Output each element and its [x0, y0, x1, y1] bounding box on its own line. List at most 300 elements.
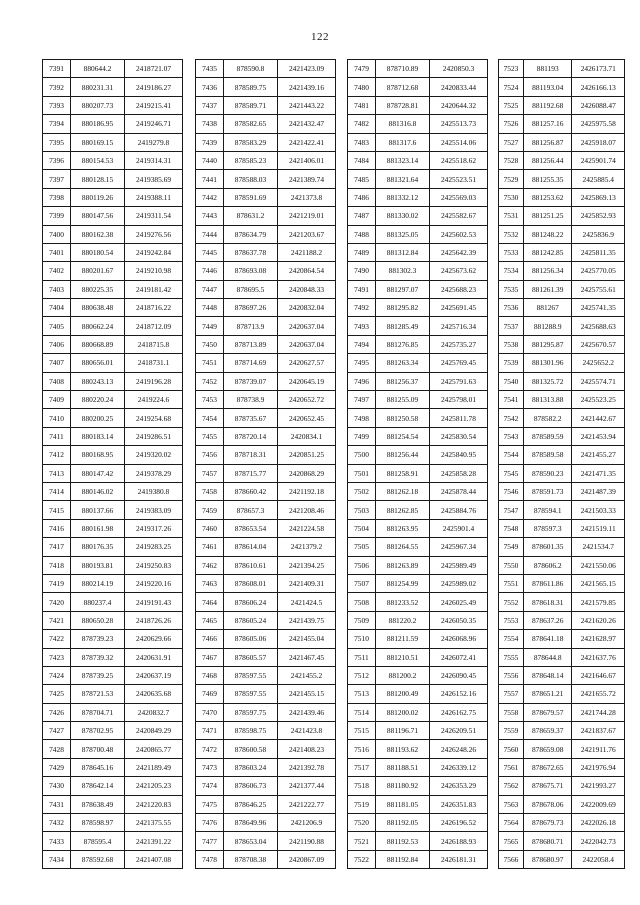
- x-coordinate-cell: 881192.53: [376, 832, 430, 850]
- point-id-cell: 7511: [348, 648, 376, 666]
- y-coordinate-cell: 2420644.32: [430, 96, 488, 114]
- x-coordinate-cell: 878641.18: [523, 630, 572, 648]
- x-coordinate-cell: 881313.88: [523, 391, 572, 409]
- table-row: [43, 207, 183, 225]
- x-coordinate-cell: 878594.1: [523, 501, 572, 519]
- x-coordinate-cell: 878739.32: [71, 648, 125, 666]
- y-coordinate-cell: 2425518.62: [430, 151, 488, 169]
- x-coordinate-cell: 880220.24: [71, 391, 125, 409]
- point-id-cell: 7518: [348, 777, 376, 795]
- x-coordinate-cell: 881276.85: [376, 335, 430, 353]
- point-id-cell: 7422: [43, 630, 71, 648]
- table-row: [43, 777, 183, 795]
- point-id-cell: 7547: [499, 501, 524, 519]
- coordinate-tables: [42, 59, 625, 864]
- coordinate-table-3: [347, 59, 488, 869]
- table-row: [43, 538, 183, 556]
- y-coordinate-cell: 2426188.93: [430, 832, 488, 850]
- x-coordinate-cell: 880662.24: [71, 317, 125, 335]
- page-number: 122: [311, 31, 329, 43]
- y-coordinate-cell: 2425770.05: [572, 262, 625, 280]
- y-coordinate-cell: 2425582.67: [430, 207, 488, 225]
- x-coordinate-cell: 881263.95: [376, 519, 430, 537]
- point-id-cell: 7484: [348, 151, 376, 169]
- point-id-cell: 7480: [348, 78, 376, 96]
- point-id-cell: 7545: [499, 464, 524, 482]
- y-coordinate-cell: 2426068.96: [430, 630, 488, 648]
- point-id-cell: 7476: [196, 814, 224, 832]
- y-coordinate-cell: 2426166.13: [572, 78, 625, 96]
- x-coordinate-cell: 881288.9: [523, 317, 572, 335]
- x-coordinate-cell: 878589.75: [224, 78, 278, 96]
- y-coordinate-cell: 2425735.27: [430, 335, 488, 353]
- y-coordinate-cell: 2425688.63: [572, 317, 625, 335]
- y-coordinate-cell: 2425967.34: [430, 538, 488, 556]
- table-row: [348, 611, 488, 629]
- x-coordinate-cell: 881193.04: [523, 78, 572, 96]
- y-coordinate-cell: 2426181.31: [430, 850, 488, 868]
- point-id-cell: 7562: [499, 777, 524, 795]
- table-row: [499, 519, 625, 537]
- point-id-cell: 7514: [348, 703, 376, 721]
- x-coordinate-cell: 880237.4: [71, 593, 125, 611]
- y-coordinate-cell: 2421837.67: [572, 722, 625, 740]
- y-coordinate-cell: 2421188.2: [278, 243, 336, 261]
- y-coordinate-cell: 2425574.71: [572, 372, 625, 390]
- y-coordinate-cell: 2420833.44: [430, 78, 488, 96]
- point-id-cell: 7404: [43, 299, 71, 317]
- table-row: [196, 685, 336, 703]
- x-coordinate-cell: 880207.73: [71, 96, 125, 114]
- x-coordinate-cell: 881255.09: [376, 391, 430, 409]
- x-coordinate-cell: 880180.54: [71, 243, 125, 261]
- x-coordinate-cell: 878597.3: [523, 519, 572, 537]
- y-coordinate-cell: 2425688.23: [430, 280, 488, 298]
- x-coordinate-cell: 878582.65: [224, 115, 278, 133]
- point-id-cell: 7517: [348, 758, 376, 776]
- point-id-cell: 7493: [348, 317, 376, 335]
- x-coordinate-cell: 880186.95: [71, 115, 125, 133]
- table-row: [43, 446, 183, 464]
- table-row: [499, 78, 625, 96]
- table-row: [499, 501, 625, 519]
- y-coordinate-cell: 2420631.91: [125, 648, 183, 666]
- point-id-cell: 7401: [43, 243, 71, 261]
- table-row: [499, 685, 625, 703]
- x-coordinate-cell: 881180.92: [376, 777, 430, 795]
- point-id-cell: 7462: [196, 556, 224, 574]
- point-id-cell: 7392: [43, 78, 71, 96]
- x-coordinate-cell: 878695.5: [224, 280, 278, 298]
- y-coordinate-cell: 2420868.29: [278, 464, 336, 482]
- y-coordinate-cell: 2426248.26: [430, 740, 488, 758]
- table-row: [43, 611, 183, 629]
- table-row: [499, 814, 625, 832]
- y-coordinate-cell: 2420637.04: [278, 335, 336, 353]
- point-id-cell: 7426: [43, 703, 71, 721]
- point-id-cell: 7441: [196, 170, 224, 188]
- y-coordinate-cell: 2421389.74: [278, 170, 336, 188]
- table-row: [196, 850, 336, 868]
- table-row: [43, 243, 183, 261]
- x-coordinate-cell: 878591.73: [523, 482, 572, 500]
- point-id-cell: 7492: [348, 299, 376, 317]
- x-coordinate-cell: 881256.44: [376, 446, 430, 464]
- point-id-cell: 7458: [196, 482, 224, 500]
- x-coordinate-cell: 881233.52: [376, 593, 430, 611]
- table-row: [43, 740, 183, 758]
- x-coordinate-cell: 878697.26: [224, 299, 278, 317]
- y-coordinate-cell: 2419378.29: [125, 464, 183, 482]
- point-id-cell: 7430: [43, 777, 71, 795]
- point-id-cell: 7413: [43, 464, 71, 482]
- point-id-cell: 7409: [43, 391, 71, 409]
- x-coordinate-cell: 878651.21: [523, 685, 572, 703]
- x-coordinate-cell: 880168.95: [71, 446, 125, 464]
- x-coordinate-cell: 881242.85: [523, 243, 572, 261]
- coordinate-table-2: [195, 59, 336, 869]
- x-coordinate-cell: 878605.06: [224, 630, 278, 648]
- x-coordinate-cell: 878693.08: [224, 262, 278, 280]
- y-coordinate-cell: 2418715.8: [125, 335, 183, 353]
- y-coordinate-cell: 2426025.49: [430, 593, 488, 611]
- y-coordinate-cell: 2419283.25: [125, 538, 183, 556]
- x-coordinate-cell: 878597.55: [224, 666, 278, 684]
- x-coordinate-cell: 881263.89: [376, 556, 430, 574]
- point-id-cell: 7428: [43, 740, 71, 758]
- point-id-cell: 7525: [499, 96, 524, 114]
- x-coordinate-cell: 880668.89: [71, 335, 125, 353]
- y-coordinate-cell: 2421620.26: [572, 611, 625, 629]
- y-coordinate-cell: 2421565.15: [572, 574, 625, 592]
- y-coordinate-cell: 2420851.25: [278, 446, 336, 464]
- point-id-cell: 7438: [196, 115, 224, 133]
- y-coordinate-cell: 2422042.73: [572, 832, 625, 850]
- y-coordinate-cell: 2425858.28: [430, 464, 488, 482]
- table-row: [499, 740, 625, 758]
- x-coordinate-cell: 881302.3: [376, 262, 430, 280]
- x-coordinate-cell: 878714.69: [224, 354, 278, 372]
- y-coordinate-cell: 2420832.7: [125, 703, 183, 721]
- x-coordinate-cell: 878598.75: [224, 722, 278, 740]
- table-row: [499, 722, 625, 740]
- table-row: [196, 170, 336, 188]
- table-row: [348, 482, 488, 500]
- point-id-cell: 7459: [196, 501, 224, 519]
- y-coordinate-cell: 2421220.83: [125, 795, 183, 813]
- point-id-cell: 7558: [499, 703, 524, 721]
- point-id-cell: 7436: [196, 78, 224, 96]
- table-row: [196, 96, 336, 114]
- x-coordinate-cell: 878606.2: [523, 556, 572, 574]
- point-id-cell: 7532: [499, 225, 524, 243]
- table-row: [499, 446, 625, 464]
- table-row: [348, 96, 488, 114]
- table-row: [499, 593, 625, 611]
- y-coordinate-cell: 2419215.41: [125, 96, 183, 114]
- x-coordinate-cell: 881263.34: [376, 354, 430, 372]
- x-coordinate-cell: 878680.97: [523, 850, 572, 868]
- y-coordinate-cell: 2421519.11: [572, 519, 625, 537]
- x-coordinate-cell: 878600.58: [224, 740, 278, 758]
- table-row: [499, 280, 625, 298]
- x-coordinate-cell: 880644.2: [71, 60, 125, 78]
- table-row: [196, 262, 336, 280]
- table-row: [499, 115, 625, 133]
- point-id-cell: 7524: [499, 78, 524, 96]
- table-row: [196, 556, 336, 574]
- table-row: [348, 409, 488, 427]
- x-coordinate-cell: 881256.87: [523, 133, 572, 151]
- table-row: [499, 758, 625, 776]
- table-row: [348, 464, 488, 482]
- table-row: [43, 280, 183, 298]
- point-id-cell: 7444: [196, 225, 224, 243]
- x-coordinate-cell: 878606.73: [224, 777, 278, 795]
- x-coordinate-cell: 878591.69: [224, 188, 278, 206]
- point-id-cell: 7407: [43, 354, 71, 372]
- x-coordinate-cell: 878646.25: [224, 795, 278, 813]
- x-coordinate-cell: 878644.8: [523, 648, 572, 666]
- table-row: [348, 446, 488, 464]
- table-row: [196, 482, 336, 500]
- table-row: [196, 740, 336, 758]
- point-id-cell: 7512: [348, 666, 376, 684]
- y-coordinate-cell: 2419279.8: [125, 133, 183, 151]
- point-id-cell: 7502: [348, 482, 376, 500]
- y-coordinate-cell: 2425975.58: [572, 115, 625, 133]
- x-coordinate-cell: 878582.2: [523, 409, 572, 427]
- x-coordinate-cell: 881316.8: [376, 115, 430, 133]
- table-row: [348, 115, 488, 133]
- point-id-cell: 7415: [43, 501, 71, 519]
- x-coordinate-cell: 881325.72: [523, 372, 572, 390]
- point-id-cell: 7397: [43, 170, 71, 188]
- table-row: [348, 262, 488, 280]
- x-coordinate-cell: 878659.37: [523, 722, 572, 740]
- x-coordinate-cell: 881251.25: [523, 207, 572, 225]
- point-id-cell: 7488: [348, 225, 376, 243]
- y-coordinate-cell: 2420865.77: [125, 740, 183, 758]
- point-id-cell: 7424: [43, 666, 71, 684]
- table-row: [348, 170, 488, 188]
- table-row: [499, 207, 625, 225]
- point-id-cell: 7456: [196, 446, 224, 464]
- table-row: [43, 427, 183, 445]
- table-row: [348, 299, 488, 317]
- point-id-cell: 7505: [348, 538, 376, 556]
- x-coordinate-cell: 881267: [523, 299, 572, 317]
- table-row: [43, 685, 183, 703]
- table-row: [499, 170, 625, 188]
- y-coordinate-cell: 2419311.54: [125, 207, 183, 225]
- x-coordinate-cell: 881193: [523, 60, 572, 78]
- table-row: [43, 850, 183, 868]
- x-coordinate-cell: 878605.24: [224, 611, 278, 629]
- table-row: [43, 409, 183, 427]
- table-row: [196, 593, 336, 611]
- x-coordinate-cell: 878702.95: [71, 722, 125, 740]
- y-coordinate-cell: 2419320.02: [125, 446, 183, 464]
- table-row: [348, 225, 488, 243]
- table-row: [196, 427, 336, 445]
- y-coordinate-cell: 2421222.77: [278, 795, 336, 813]
- x-coordinate-cell: 878595.4: [71, 832, 125, 850]
- point-id-cell: 7521: [348, 832, 376, 850]
- x-coordinate-cell: 880119.26: [71, 188, 125, 206]
- point-id-cell: 7433: [43, 832, 71, 850]
- y-coordinate-cell: 2421424.5: [278, 593, 336, 611]
- x-coordinate-cell: 881257.16: [523, 115, 572, 133]
- point-id-cell: 7429: [43, 758, 71, 776]
- x-coordinate-cell: 878649.96: [224, 814, 278, 832]
- point-id-cell: 7481: [348, 96, 376, 114]
- point-id-cell: 7410: [43, 409, 71, 427]
- y-coordinate-cell: 2425691.45: [430, 299, 488, 317]
- point-id-cell: 7526: [499, 115, 524, 133]
- y-coordinate-cell: 2426162.75: [430, 703, 488, 721]
- y-coordinate-cell: 2419388.11: [125, 188, 183, 206]
- table-row: [43, 574, 183, 592]
- table-row: [348, 78, 488, 96]
- point-id-cell: 7553: [499, 611, 524, 629]
- x-coordinate-cell: 881261.39: [523, 280, 572, 298]
- x-coordinate-cell: 881256.34: [523, 262, 572, 280]
- table-row: [499, 262, 625, 280]
- x-coordinate-cell: 880638.48: [71, 299, 125, 317]
- x-coordinate-cell: 881192.84: [376, 850, 430, 868]
- table-row: [348, 795, 488, 813]
- x-coordinate-cell: 881262.85: [376, 501, 430, 519]
- x-coordinate-cell: 878618.31: [523, 593, 572, 611]
- y-coordinate-cell: 2420832.04: [278, 299, 336, 317]
- point-id-cell: 7467: [196, 648, 224, 666]
- point-id-cell: 7470: [196, 703, 224, 721]
- point-id-cell: 7501: [348, 464, 376, 482]
- point-id-cell: 7528: [499, 151, 524, 169]
- table-row: [43, 299, 183, 317]
- y-coordinate-cell: 2421993.27: [572, 777, 625, 795]
- y-coordinate-cell: 2425514.06: [430, 133, 488, 151]
- table-row: [499, 795, 625, 813]
- x-coordinate-cell: 878585.23: [224, 151, 278, 169]
- table-row: [348, 519, 488, 537]
- table-row: [499, 611, 625, 629]
- point-id-cell: 7550: [499, 556, 524, 574]
- y-coordinate-cell: 2421379.2: [278, 538, 336, 556]
- point-id-cell: 7466: [196, 630, 224, 648]
- y-coordinate-cell: 2425811.78: [430, 409, 488, 427]
- point-id-cell: 7544: [499, 446, 524, 464]
- table-row: [196, 519, 336, 537]
- table-row: [499, 482, 625, 500]
- point-id-cell: 7523: [499, 60, 524, 78]
- y-coordinate-cell: 2421192.18: [278, 482, 336, 500]
- y-coordinate-cell: 2421471.35: [572, 464, 625, 482]
- x-coordinate-cell: 878608.01: [224, 574, 278, 592]
- point-id-cell: 7530: [499, 188, 524, 206]
- table-row: [499, 243, 625, 261]
- y-coordinate-cell: 2420652.45: [278, 409, 336, 427]
- table-row: [43, 501, 183, 519]
- point-id-cell: 7566: [499, 850, 524, 868]
- y-coordinate-cell: 2421637.76: [572, 648, 625, 666]
- point-id-cell: 7395: [43, 133, 71, 151]
- x-coordinate-cell: 880162.38: [71, 225, 125, 243]
- y-coordinate-cell: 2421455.2: [278, 666, 336, 684]
- point-id-cell: 7497: [348, 391, 376, 409]
- y-coordinate-cell: 2419383.09: [125, 501, 183, 519]
- x-coordinate-cell: 878657.3: [224, 501, 278, 519]
- table-row: [196, 188, 336, 206]
- point-id-cell: 7398: [43, 188, 71, 206]
- y-coordinate-cell: 2425989.49: [430, 556, 488, 574]
- y-coordinate-cell: 2426088.47: [572, 96, 625, 114]
- point-id-cell: 7460: [196, 519, 224, 537]
- y-coordinate-cell: 2421455.15: [278, 685, 336, 703]
- point-id-cell: 7534: [499, 262, 524, 280]
- table-row: [499, 391, 625, 409]
- table-row: [196, 630, 336, 648]
- table-row: [196, 317, 336, 335]
- point-id-cell: 7479: [348, 60, 376, 78]
- y-coordinate-cell: 2420652.72: [278, 391, 336, 409]
- table-row: [196, 207, 336, 225]
- y-coordinate-cell: 2425878.44: [430, 482, 488, 500]
- table-row: [196, 574, 336, 592]
- x-coordinate-cell: 878739.25: [71, 666, 125, 684]
- table-row: [348, 427, 488, 445]
- x-coordinate-cell: 878660.42: [224, 482, 278, 500]
- point-id-cell: 7396: [43, 151, 71, 169]
- coordinate-table-1: [42, 59, 183, 869]
- x-coordinate-cell: 880200.25: [71, 409, 125, 427]
- y-coordinate-cell: 2421373.8: [278, 188, 336, 206]
- y-coordinate-cell: 2420635.68: [125, 685, 183, 703]
- point-id-cell: 7432: [43, 814, 71, 832]
- table-row: [196, 795, 336, 813]
- point-id-cell: 7539: [499, 354, 524, 372]
- x-coordinate-cell: 878672.65: [523, 758, 572, 776]
- y-coordinate-cell: 2421976.94: [572, 758, 625, 776]
- table-row: [499, 648, 625, 666]
- x-coordinate-cell: 878589.71: [224, 96, 278, 114]
- x-coordinate-cell: 878653.04: [224, 832, 278, 850]
- x-coordinate-cell: 881188.51: [376, 758, 430, 776]
- point-id-cell: 7548: [499, 519, 524, 537]
- table-row: [43, 60, 183, 78]
- x-coordinate-cell: 878678.06: [523, 795, 572, 813]
- table-row: [196, 225, 336, 243]
- y-coordinate-cell: 2419191.43: [125, 593, 183, 611]
- table-row: [196, 611, 336, 629]
- y-coordinate-cell: 2425918.07: [572, 133, 625, 151]
- y-coordinate-cell: 2421579.85: [572, 593, 625, 611]
- point-id-cell: 7463: [196, 574, 224, 592]
- table-row: [196, 538, 336, 556]
- y-coordinate-cell: 2418726.26: [125, 611, 183, 629]
- x-coordinate-cell: 878712.68: [376, 78, 430, 96]
- point-id-cell: 7561: [499, 758, 524, 776]
- y-coordinate-cell: 2421453.94: [572, 427, 625, 445]
- x-coordinate-cell: 881256.37: [376, 372, 430, 390]
- y-coordinate-cell: 2421377.44: [278, 777, 336, 795]
- x-coordinate-cell: 878637.26: [523, 611, 572, 629]
- x-coordinate-cell: 878713.89: [224, 335, 278, 353]
- x-coordinate-cell: 878610.61: [224, 556, 278, 574]
- y-coordinate-cell: 2419314.31: [125, 151, 183, 169]
- table-row: [43, 170, 183, 188]
